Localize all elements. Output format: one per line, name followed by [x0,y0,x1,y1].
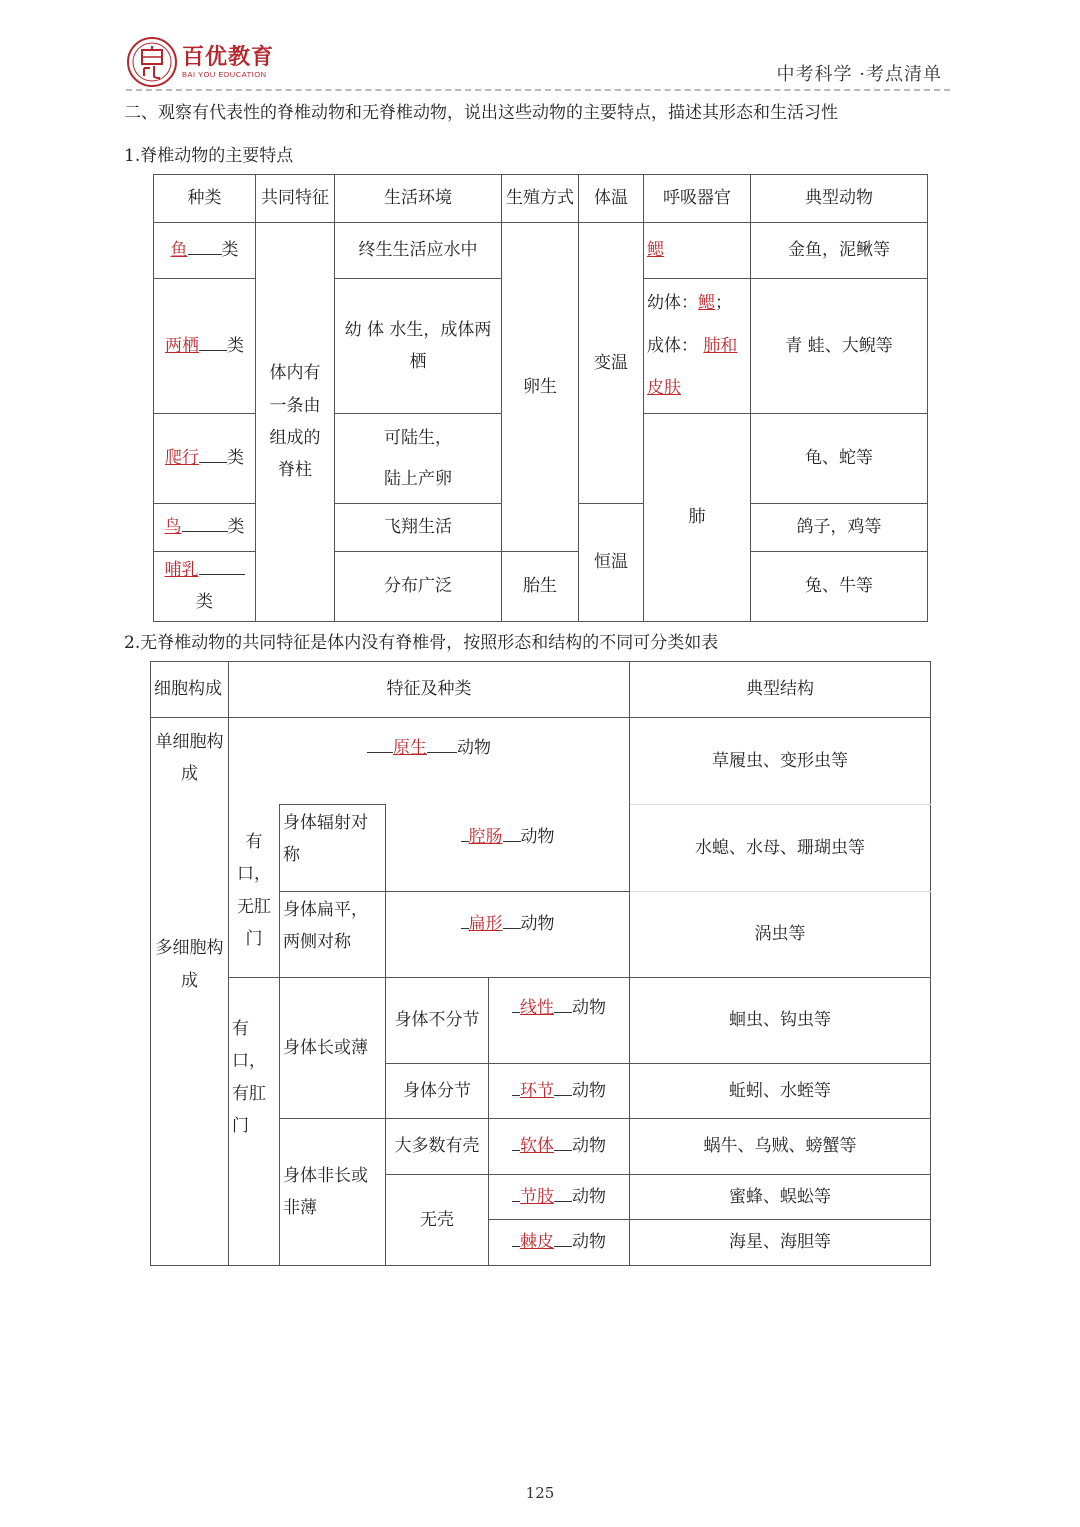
answer-protozoa: 原生 [393,738,427,758]
answer-fish: 鱼 [170,240,188,261]
flatworm-cell: 扁形 动物 [386,892,630,978]
table-header-row [151,662,931,718]
brand-name-en: BAI YOU EDUCATION [182,69,267,79]
flat-label: 身体扁平，两侧对称 [280,892,386,978]
env-cell: 幼 体 水生，成体两栖 [335,279,502,414]
header-divider [126,89,950,91]
col-header: 细胞构成 [151,662,229,718]
radial-label: 身体辐射对称 [280,805,386,892]
col-header: 呼吸器官 [644,175,751,223]
env-cell: 终生生活应水中 [335,223,502,279]
resp-cell [644,223,751,279]
repro-cell: 胎生 [502,552,579,622]
arthropod-cell: 节肢 动物 [489,1175,630,1220]
typical-cell: 蜜蜂、蜈蚣等 [630,1175,931,1220]
subsection-heading-1: 1.脊椎动物的主要特点 [124,146,294,166]
category-cell: 两栖 类 [154,279,256,414]
category-cell: 鱼 类 [154,223,256,279]
category-cell: 鸟 类 [154,504,256,552]
annelid-label: 身体分节 [386,1064,489,1119]
answer-nematode: 线性 [520,998,554,1018]
typical-cell: 青 蛙、大鲵等 [751,279,928,414]
invertebrate-table [150,661,931,1266]
answer-mollusc: 软体 [520,1136,554,1157]
mouth-anus-label: 有口，有肛门 [229,978,280,1266]
answer-annelid: 环节 [520,1080,554,1101]
answer-coelenterate: 腔肠 [468,826,503,847]
nematode-cell: 线性 动物 [489,978,630,1064]
common-feature-cell: 体内有 一条由 组成的 脊柱 [256,223,335,622]
resp-lung-cell: 肺 [644,414,751,622]
category-cell: 哺乳类 [154,552,256,622]
page-number: 125 [525,1484,555,1502]
typical-cell: 海星、海胆等 [630,1220,931,1266]
col-header: 特征及种类 [229,662,630,718]
col-header: 种类 [154,175,256,223]
col-header: 生活环境 [335,175,502,223]
multi-cell-label: 多细胞构成 [151,805,229,1266]
brand-name: 百优教育 [182,44,275,70]
typical-cell: 蜗牛、乌贼、螃蟹等 [630,1119,931,1175]
category-cell: 爬行 类 [154,414,256,504]
typical-cell: 蛔虫、钩虫等 [630,978,931,1064]
typical-cell: 金鱼，泥鳅等 [751,223,928,279]
long-thin-label: 身体长或薄 [280,978,386,1119]
annelid-cell: 环节 动物 [489,1064,630,1119]
section-heading: 二、观察有代表性的脊椎动物和无脊椎动物，说出这些动物的主要特点，描述其形态和生活习性 [124,103,838,123]
mollusc-cell: 软体 动物 [489,1119,630,1175]
echinoderm-cell: 棘皮 动物 [489,1220,630,1266]
table-row-fish [154,223,928,279]
typical-cell: 涡虫等 [630,892,931,978]
vertebrate-table [153,174,928,622]
table-header-row [154,175,928,223]
answer-bird: 鸟 [164,517,182,538]
answer-lung-and: 肺和 [703,335,738,356]
not-long-thin-label: 身体非长或非薄 [280,1119,386,1266]
answer-amphibian: 两栖 [165,335,199,356]
answer-reptile: 爬行 [165,448,199,469]
school-seal-icon [126,36,178,88]
answer-mammal: 哺乳 [164,560,199,580]
resp-cell: 幼体：鳃； 成体： 肺和 皮肤 [644,279,751,414]
mollusc-label: 大多数有壳 [386,1119,489,1175]
col-header: 共同特征 [256,175,335,223]
answer-skin: 皮肤 [647,378,681,399]
logo [126,36,274,88]
typical-cell: 龟、蛇等 [751,414,928,504]
temp-variable-cell: 变温 [579,223,644,504]
mouth-no-anus-label: 有口，无肛门 [229,805,280,978]
col-header: 体温 [579,175,644,223]
table-row-protozoa [151,718,931,805]
env-cell: 飞翔生活 [335,504,502,552]
table-row-coelenterate [151,805,931,892]
env-cell: 分布广泛 [335,552,502,622]
repro-egg-cell: 卵生 [502,223,579,552]
typical-cell: 水螅、水母、珊瑚虫等 [630,805,931,892]
answer-gill-young: 鳃 [698,293,715,314]
typical-cell: 蚯蚓、水蛭等 [630,1064,931,1119]
answer-arthropod: 节肢 [520,1186,554,1207]
typical-cell: 兔、牛等 [751,552,928,622]
subsection-heading-2: 2.无脊椎动物的共同特征是体内没有脊椎骨，按照形态和结构的不同可分类如表 [124,633,719,653]
table-row-nematode [151,978,931,1064]
typical-cell: 草履虫、变形虫等 [630,718,931,805]
temp-constant-cell: 恒温 [579,504,644,622]
answer-echinoderm: 棘皮 [520,1232,554,1253]
answer-gill: 鳃 [647,240,664,261]
col-header: 典型结构 [630,662,931,718]
typical-cell: 鸽子，鸡等 [751,504,928,552]
env-cell: 可陆生， 陆上产卵 [335,414,502,504]
no-shell-label: 无壳 [386,1175,489,1266]
col-header: 生殖方式 [502,175,579,223]
protozoa-cell: 原生 动物 [229,718,630,805]
single-cell-label: 单细胞构成 [151,718,229,805]
header-title: 中考科学 ·考点清单 [776,64,942,85]
coelenterate-cell: 腔肠 动物 [386,805,630,892]
col-header: 典型动物 [751,175,928,223]
answer-flatworm: 扁形 [468,914,503,934]
nematode-label: 身体不分节 [386,978,489,1064]
